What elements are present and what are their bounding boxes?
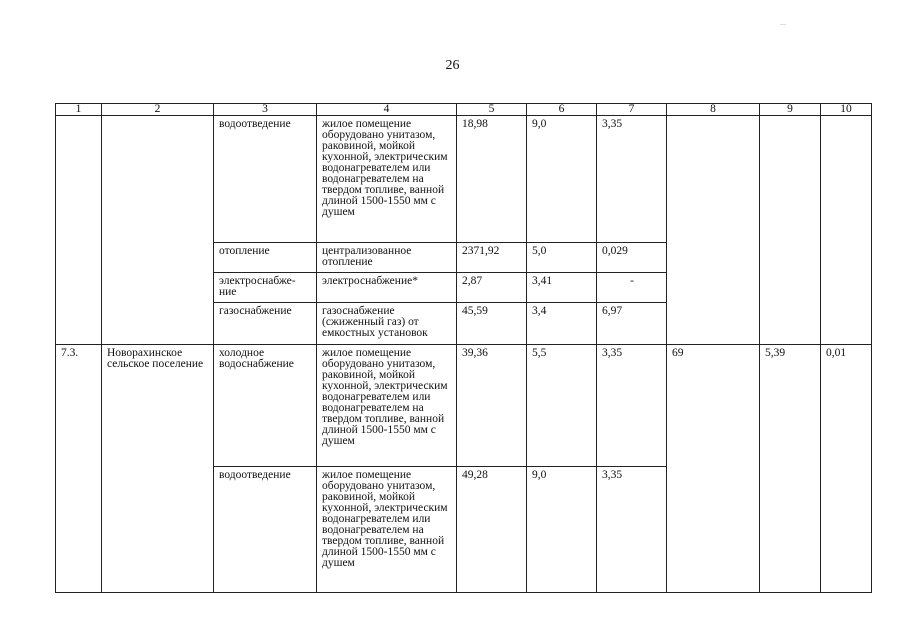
prev-name-cell [102,116,214,345]
col-header-9: 9 [760,104,821,116]
col-header-3: 3 [214,104,317,116]
value-cell-5: 39,36 [457,345,527,467]
value-cell-7: 3,35 [597,116,667,243]
page-number: 26 [445,58,460,73]
settlement-number: 7.3. [56,345,102,593]
value-cell-6: 3,4 [527,303,597,345]
value-cell-6: 9,0 [527,467,597,593]
description-cell: жилое помещение оборудовано унитазом, раковиной, мойкой кухонной, электрическим водонагревателем или водонагревателем на твердом топливе, ванной длиной 1500-1550 мм с душем [317,345,457,467]
settlement-cell-9: 5,39 [760,345,821,593]
col-header-8: 8 [667,104,760,116]
value-cell-5: 18,98 [457,116,527,243]
value-cell-7: 3,35 [597,345,667,467]
corner-mark: ... [780,18,786,27]
value-cell-5: 49,28 [457,467,527,593]
settlement-cell-8: 69 [667,345,760,593]
prev-number-cell [56,116,102,345]
value-cell-5: 45,59 [457,303,527,345]
value-cell-5: 2,87 [457,273,527,303]
value-cell-6: 5,5 [527,345,597,467]
table-row [56,345,872,467]
prev-cell-9 [760,116,821,345]
service-cell: электроснабже-ние [214,273,317,303]
value-cell-6: 3,41 [527,273,597,303]
tariff-table [55,103,872,593]
table-row [56,116,872,243]
header-row [56,104,872,116]
prev-cell-10 [821,116,872,345]
col-header-1: 1 [56,104,102,116]
service-cell: отопление [214,243,317,273]
col-header-4: 4 [317,104,457,116]
service-cell: водоотведение [214,467,317,593]
service-cell: холодное водоснабжение [214,345,317,467]
description-cell: газоснабжение (сжиженный газ) от емкостных установок [317,303,457,345]
description-cell: жилое помещение оборудовано унитазом, раковиной, мойкой кухонной, электрическим водонагревателем или водонагревателем на твердом топливе, ванной длиной 1500-1550 мм с душем [317,116,457,243]
prev-cell-8 [667,116,760,345]
description-cell: централизованное отопление [317,243,457,273]
settlement-cell-10: 0,01 [821,345,872,593]
description-cell: электроснабжение* [317,273,457,303]
col-header-2: 2 [102,104,214,116]
service-cell: газоснабжение [214,303,317,345]
service-cell: водоотведение [214,116,317,243]
value-cell-6: 5,0 [527,243,597,273]
value-cell-7: 3,35 [597,467,667,593]
value-cell-6: 9,0 [527,116,597,243]
col-header-6: 6 [527,104,597,116]
settlement-name: Новорахинское сельское поселение [102,345,214,593]
value-cell-7: - [597,273,667,303]
col-header-7: 7 [597,104,667,116]
value-cell-7: 6,97 [597,303,667,345]
col-header-5: 5 [457,104,527,116]
col-header-10: 10 [821,104,872,116]
value-cell-7: 0,029 [597,243,667,273]
value-cell-5: 2371,92 [457,243,527,273]
description-cell: жилое помещение оборудовано унитазом, раковиной, мойкой кухонной, электрическим водонагревателем или водонагревателем на твердом топливе, ванной длиной 1500-1550 мм с душем [317,467,457,593]
